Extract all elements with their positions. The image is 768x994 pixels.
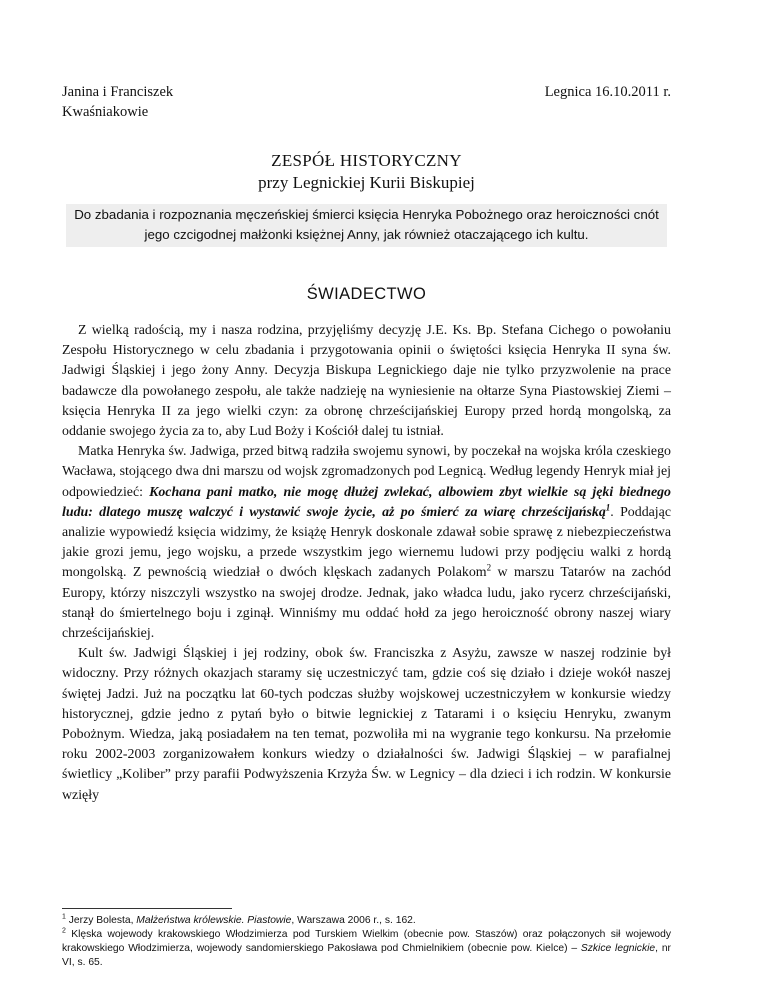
footnote-2-number: 2: [62, 927, 66, 935]
footnotes: [62, 914, 671, 970]
paragraph-2-intro: Matka Henryka św. Jadwiga, przed bitwą radziła swojemu synowi, by poczekał na wojska króla czeskiego Wacława, stojącego dwa dni marszu od wojsk zgromadzonych pod Legnicą. Według legendy Henryk miał jej odpowiedzieć:: [62, 444, 671, 500]
paragraph-3: Kult św. Jadwigi Śląskiej i jej rodziny, obok św. Franciszka z Asyżu, zawsze w naszej rodzinie był widoczny. Przy różnych okazjach staramy się uczestniczyć tam, gdzie coś się działo i dzieje wokół naszej świętej Jadzi. Już na początku lat 60-tych podczas służby wojskowej uczestniczyłem w konkursie wiedzy historycznej, gdzie jedno z pytań było o bitwie legnickiej z Tatarami i o księciu Henryku, zwanym Pobożnym. Wiedza, jaką posiadałem na ten temat, pozwoliła mi na wygranie tego konkursu. Na przełomie roku 2002-2003 zorganizowałem konkurs wiedzy o działalności św. Jadwigi Śląskiej – w parafialnej świetlicy „Koliber” przy parafii Podwyższenia Krzyża Św. w Legnicy – dla dzieci i ich rodzin. W konkursie wzięły: [62, 646, 671, 803]
footnote-1-source: , Warszawa 2006 r., s. 162.: [291, 915, 416, 926]
author-line-2: Kwaśniakowie: [62, 104, 149, 120]
quote-text: Kochana pani matko, nie mogę dłużej zwlekać, albowiem zbyt wielkie są jęki biednego ludu: dlatego muszę walczyć i wystawić swoje życie, aż po śmierć za wiarę chrześcijańską: [62, 484, 671, 520]
team-purpose: Do zbadania i rozpoznania męczeńskiej śmierci księcia Henryka Pobożnego oraz heroiczności cnót jego czcigodnej małżonki księżnej Anny, jak również otaczającego ich kultu.: [66, 204, 667, 247]
footnote-ref-2: 2: [486, 562, 492, 573]
footnote-1-author: Jerzy Bolesta,: [65, 915, 137, 926]
footnote-1-title: Małżeństwa królewskie. Piastowie: [136, 915, 292, 926]
letter-header: [62, 82, 671, 122]
place-date: Legnica 16.10.2011 r.: [544, 84, 671, 100]
footnote-2-text: Klęska wojewody krakowskiego Włodzimierza pod Turskiem Wielkim (obecnie pow. Staszów) oraz połączonych sił wojewody krakowskiego Włodzimierza, wojewody sandomierskiego Pakosława pod Chmielnikiem (obecnie pow. Kielce) –: [62, 929, 671, 954]
paragraph-2: [62, 442, 671, 644]
paragraph-2-middle: . Poddając analizie wypowiedź księcia widzimy, że książę Henryk doskonale zdawał sobie sprawę z niebezpieczeństwa jakie grozi jemu, jego wojsku, a przede wszystkim jego wiernemu ludowi przy podjęciu walki z hordą mongolską. Z pewnością wiedział o dwóch klęskach zadanych Polakom: [62, 504, 671, 581]
title-block: [62, 150, 671, 194]
footnote-2-source: , nr VI, s. 65.: [62, 943, 671, 968]
author-block: [62, 82, 173, 122]
document-title: ŚWIADECTWO: [306, 285, 427, 303]
document-body: [62, 321, 671, 806]
team-subtitle: przy Legnickiej Kurii Biskupiej: [258, 173, 475, 192]
footnote-ref-1: 1: [605, 502, 611, 513]
footnote-2: [62, 928, 671, 970]
henryk-quote: [62, 485, 671, 520]
footnote-2-title: Szkice legnickie: [580, 943, 656, 954]
paragraph-2-end: w marszu Tatarów na zachód Europy, którzy niszczyli wszystko na swojej drodze. Jednak, jako władca ludu, jako rycerz chrześcijański, stanął do śmiertelnego boju i zginął. Winniśmy mu oddać hołd za jego heroiczność obrony naszej wiary chrześcijańskiej.: [62, 565, 671, 642]
team-title: ZESPÓŁ HISTORYCZNY: [271, 151, 462, 170]
footnote-1-number: 1: [62, 913, 66, 921]
footnote-separator: [62, 908, 232, 909]
paragraph-1: Z wielką radością, my i nasza rodzina, przyjęliśmy decyzję J.E. Ks. Bp. Stefana Cichego o powołaniu Zespołu Historycznego w celu zbadania i przygotowania opinii o świętości księcia Henryka II syna św. Jadwigi Śląskiej i jego żony Anny. Decyzja Biskupa Legnickiego daje nie tylko przyzwolenie na prace badawcze dla powołanego zespołu, ale także nadzieję na wyniesienie na ołtarze Syna Piastowskiej Ziemi – księcia Henryka II za jego wielki czyn: za obronę chrześcijańskiej Europy przed hordą mongolską, za oddanie swojego życia za to, aby Lud Boży i Kościół dalej tu istniał.: [62, 323, 671, 440]
footnote-1: [62, 914, 671, 928]
author-line-1: Janina i Franciszek: [62, 84, 174, 100]
